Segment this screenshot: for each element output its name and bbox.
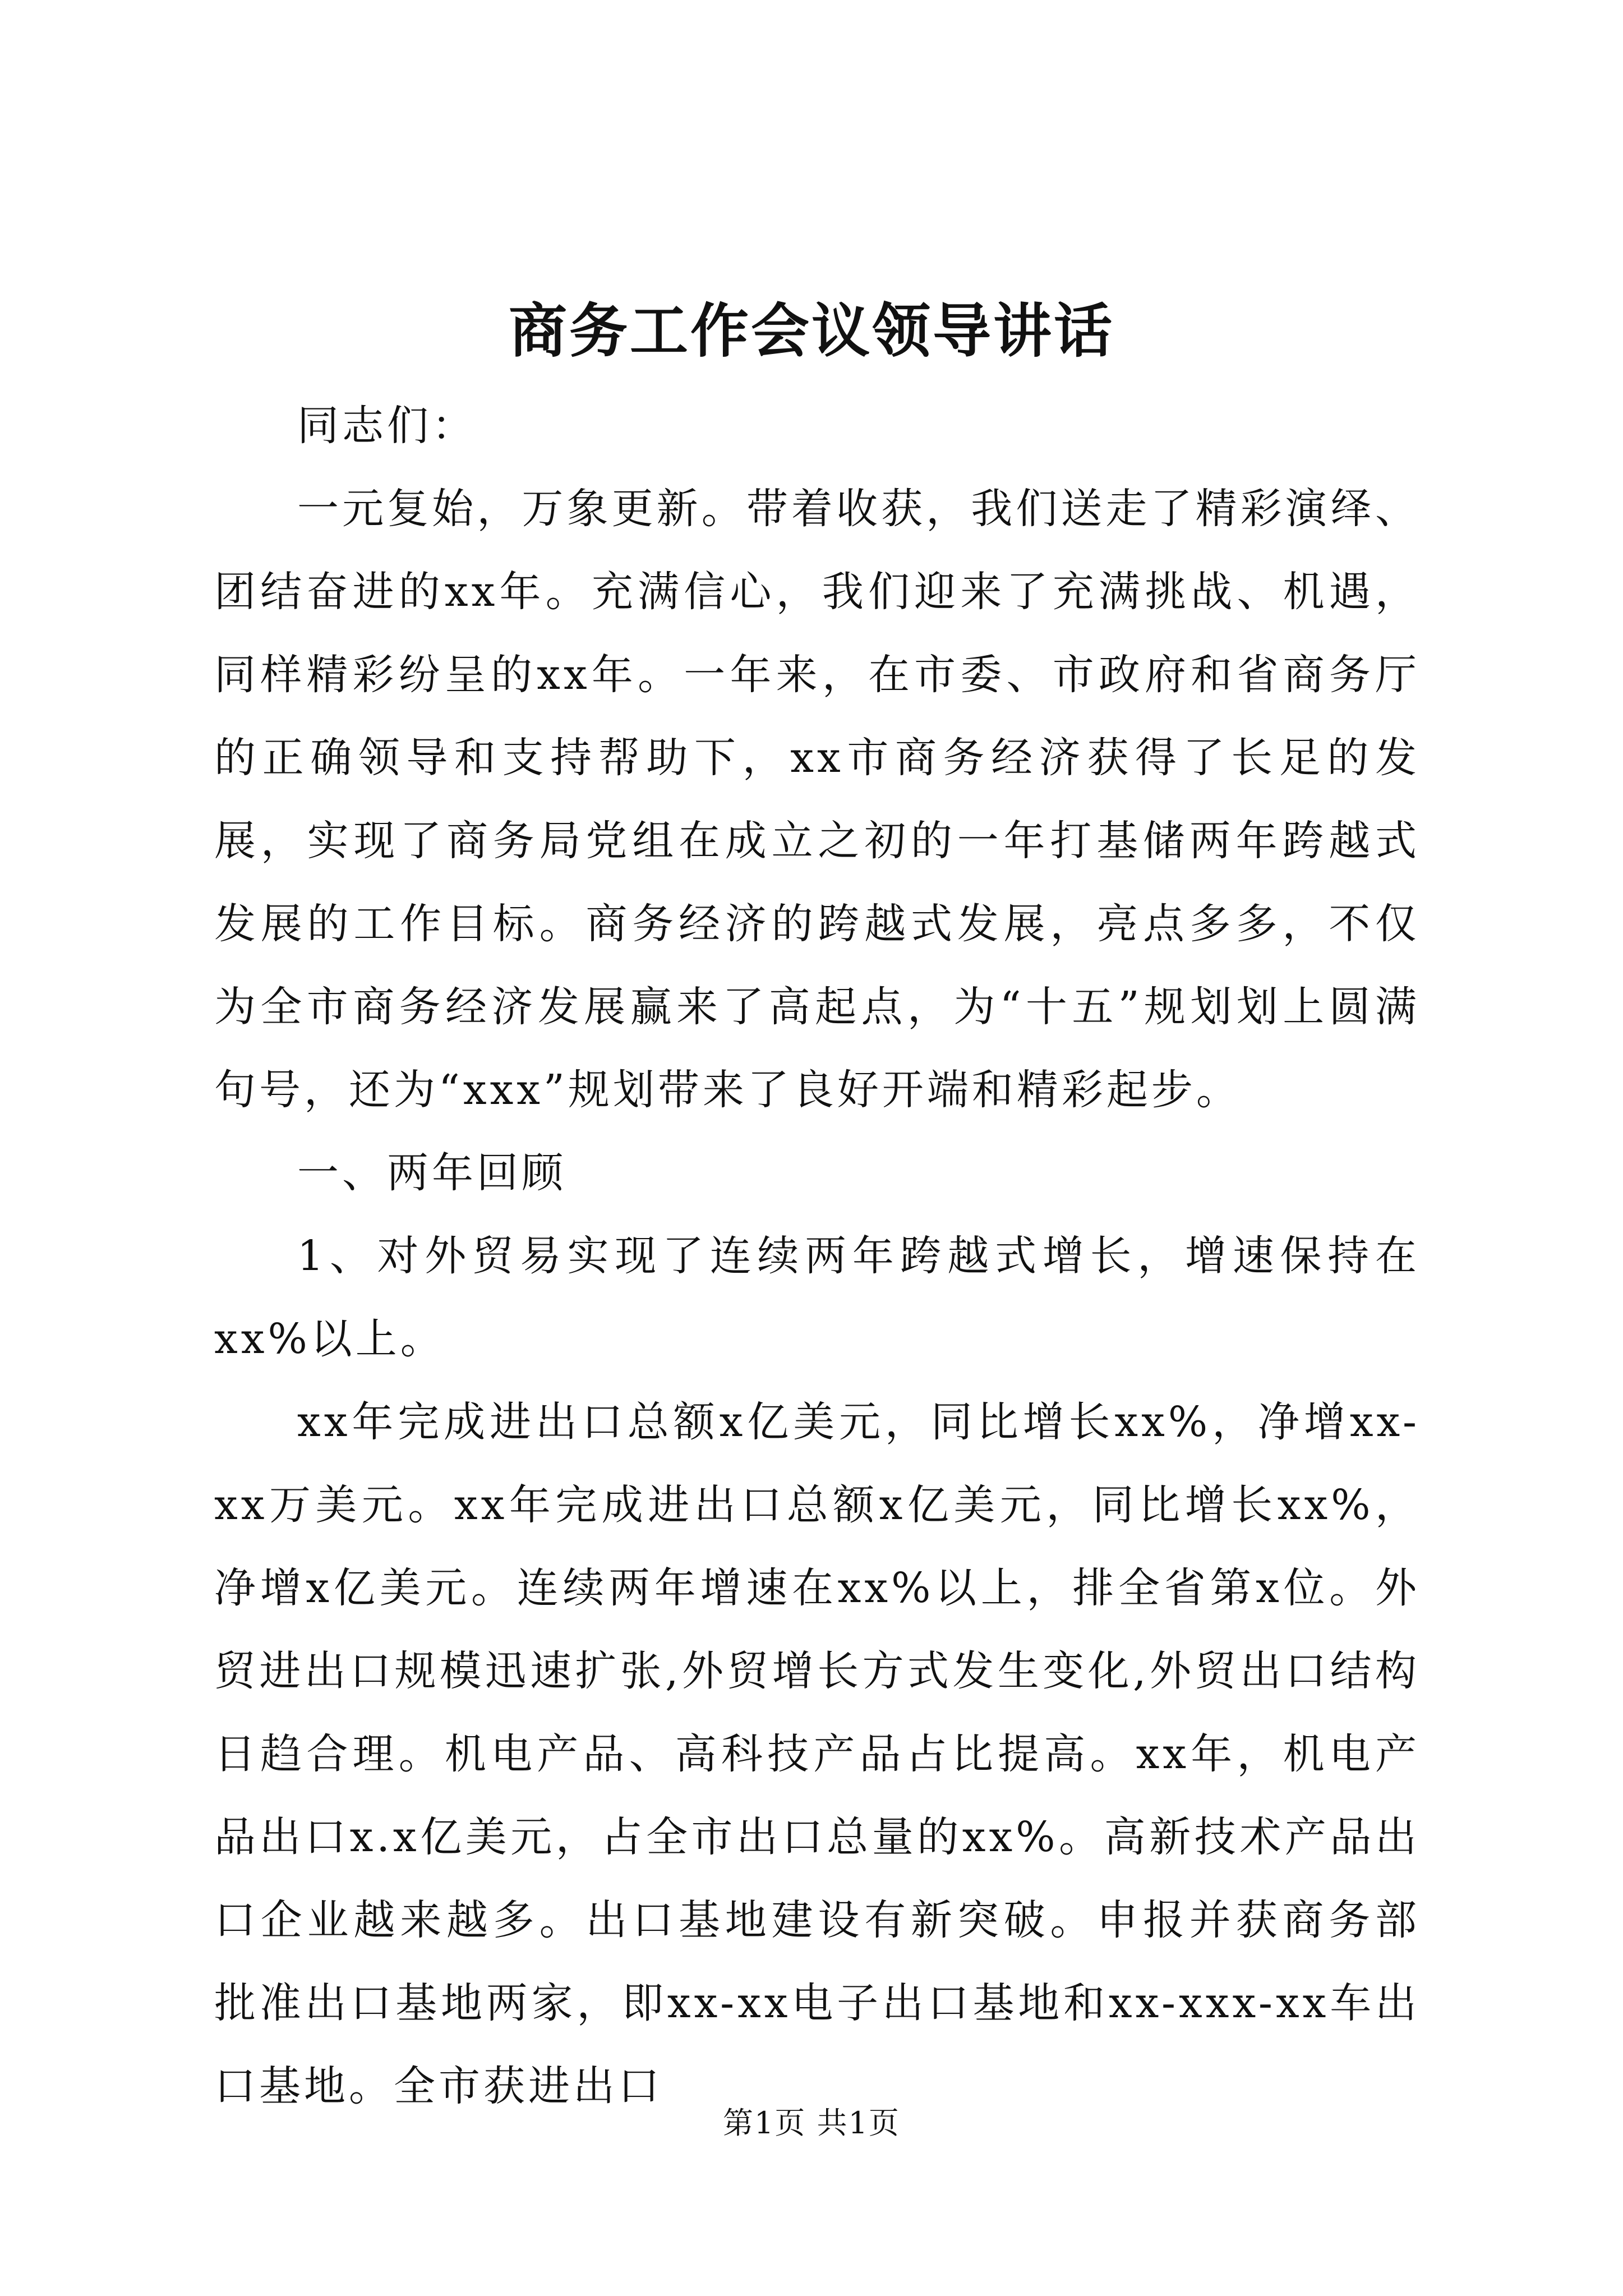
document-title: 商务工作会议领导讲话 — [508, 296, 1114, 365]
section-heading: 一、两年回顾 — [297, 1149, 566, 1197]
page-footer: 第1页 共1页 — [723, 2105, 900, 2141]
body-paragraph: xx年完成进出口总额x亿美元，同比增长xx%，净增xx-xx万美元。xx年完成进出口总额x亿美元，同比增长xx%，净增x亿美元。连续两年增速在xx%以上，排全省第x位。外贸进出口规模迅速扩张,外贸增长方式发生变化,外贸出口结构日趋合理。机电产品、高科技产品占比提高。xx年，机电产品出口x.x亿美元，占全市出口总量的xx%。高新技术产品出口企业越来越多。出口基地建设有新突破。申报并获商务部批准出口基地两家，即xx-xx电子出口基地和xx-xxx-xx车出口基地。全市获进出口 — [214, 1398, 1420, 2110]
intro-paragraph: 一元复始，万象更新。带着收获，我们送走了精彩演绎、团结奋进的xx年。充满信心，我们迎来了充满挑战、机遇，同样精彩纷呈的xx年。一年来，在市委、市政府和省商务厅的正确领导和支持帮助下，xx市商务经济获得了长足的发展，实现了商务局党组在成立之初的一年打基储两年跨越式发展的工作目标。商务经济的跨越式发展，亮点多多，不仅为全市商务经济发展赢来了高起点，为“十五”规划划上圆满句号，还为“xxx”规划带来了良好开端和精彩起步。 — [214, 485, 1420, 1114]
salutation-paragraph: 同志们： — [297, 402, 477, 450]
subsection-heading: 1、对外贸易实现了连续两年跨越式增长，增速保持在xx%以上。 — [214, 1232, 1420, 1363]
document-body — [214, 384, 1420, 2128]
